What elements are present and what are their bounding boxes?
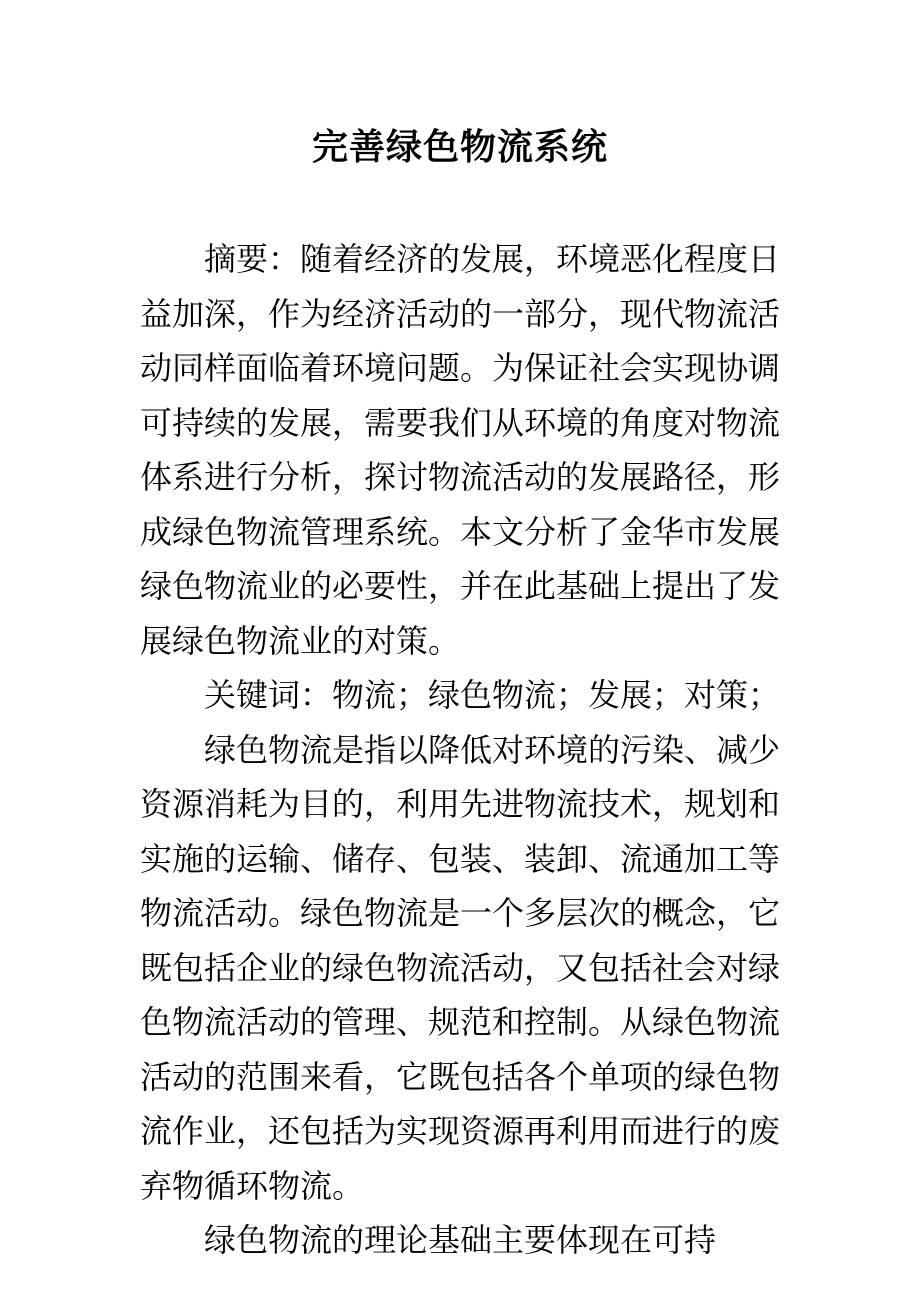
document-title: 完善绿色物流系统 xyxy=(311,127,608,168)
abstract-paragraph: 摘要：随着经济的发展，环境恶化程度日益加深，作为经济活动的一部分，现代物流活动同样面临着环境问题。为保证社会实现协调可持续的发展，需要我们从环境的角度对物流体系进行分析，探讨物流活动的发展路径，形成绿色物流管理系统。本文分析了金华市发展绿色物流业的必要性，并在此基础上提出了发展绿色物流业的对策。 xyxy=(140,240,781,660)
theory-paragraph: 绿色物流的理论基础主要体现在可持 xyxy=(204,1221,717,1259)
keywords-paragraph: 关键词：物流；绿色物流；发展；对策； xyxy=(204,676,781,714)
definition-paragraph: 绿色物流是指以降低对环境的污染、减少资源消耗为目的，利用先进物流技术，规划和实施的运输、储存、包装、装卸、流通加工等物流活动。绿色物流是一个多层次的概念，它既包括企业的绿色物流活动，又包括社会对绿色物流活动的管理、规范和控制。从绿色物流活动的范围来看，它既包括各个单项的绿色物流作业，还包括为实现资源再利用而进行的废弃物循环物流。 xyxy=(140,730,781,1205)
document-body xyxy=(140,232,780,1268)
